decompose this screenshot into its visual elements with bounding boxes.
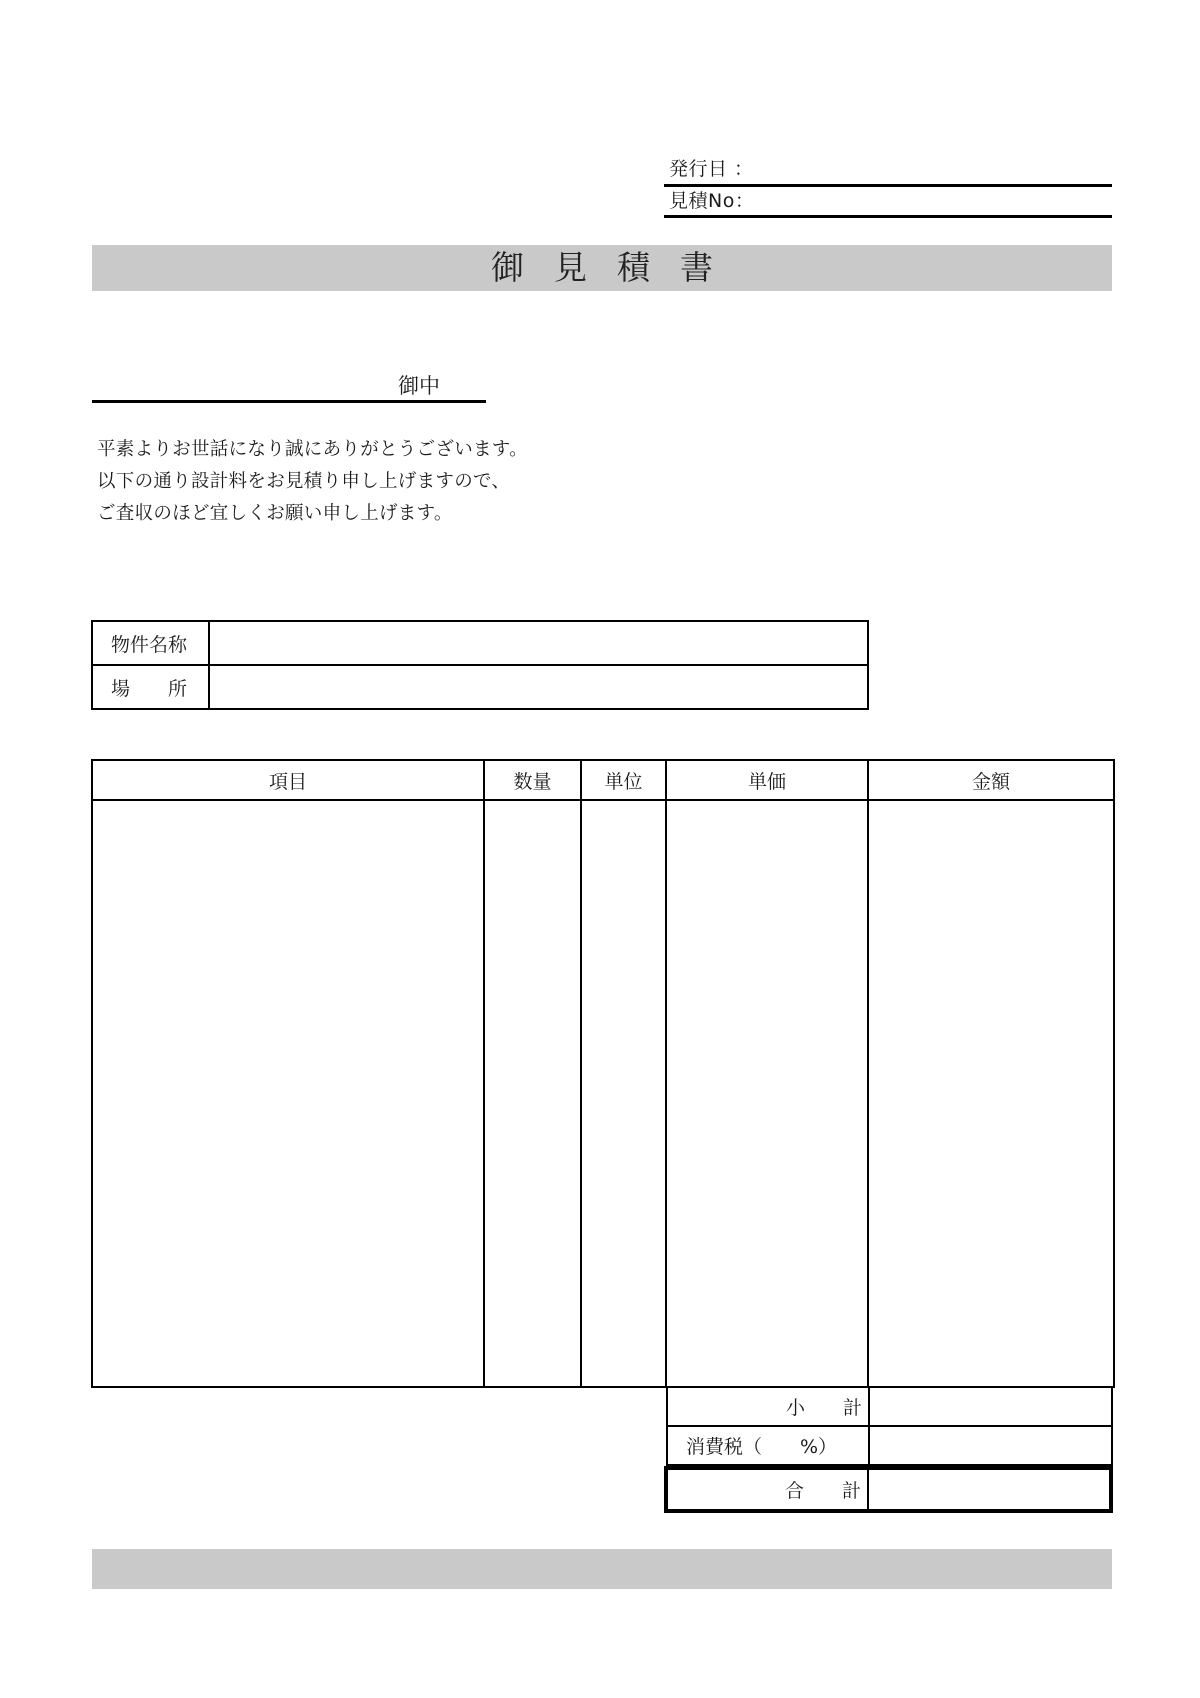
property-name-label: 物件名称 bbox=[92, 621, 209, 665]
column-header-item: 項目 bbox=[92, 760, 484, 800]
items-header-row bbox=[92, 760, 1114, 800]
subtotal-row bbox=[667, 1387, 1112, 1426]
grand-total-value[interactable] bbox=[868, 1470, 1109, 1509]
quote-number-label: 見積No： bbox=[669, 190, 755, 212]
grand-total-label: 合 計 bbox=[668, 1470, 868, 1509]
column-header-unit: 単位 bbox=[581, 760, 666, 800]
location-label: 場 所 bbox=[92, 665, 209, 709]
issue-date-underline bbox=[664, 184, 1112, 187]
title-band bbox=[92, 245, 1112, 291]
unit-cell[interactable] bbox=[581, 800, 666, 1387]
property-name-value[interactable] bbox=[209, 621, 868, 665]
column-header-quantity: 数量 bbox=[484, 760, 581, 800]
document-title: 御見積書 bbox=[491, 248, 743, 287]
quote-number-underline bbox=[664, 215, 1112, 218]
property-info-table bbox=[91, 620, 869, 710]
tax-value[interactable] bbox=[869, 1426, 1112, 1465]
location-value[interactable] bbox=[209, 665, 868, 709]
items-table bbox=[91, 759, 1115, 1388]
item-cell[interactable] bbox=[92, 800, 484, 1387]
location-row bbox=[92, 665, 868, 709]
column-header-unit-price: 単価 bbox=[666, 760, 868, 800]
column-header-amount: 金額 bbox=[868, 760, 1114, 800]
intro-message bbox=[97, 434, 528, 530]
subtotal-value[interactable] bbox=[869, 1387, 1112, 1426]
addressee-suffix: 御中 bbox=[398, 374, 440, 398]
intro-line: 以下の通り設計料をお見積り申し上げますので、 bbox=[97, 471, 511, 492]
totals-table bbox=[666, 1386, 1113, 1466]
subtotal-label: 小 計 bbox=[667, 1387, 869, 1426]
footer-band bbox=[92, 1549, 1112, 1589]
issue-date-label: 発行日 ： bbox=[669, 158, 754, 180]
intro-line: 平素よりお世話になり誠にありがとうございます。 bbox=[97, 439, 528, 460]
grand-total-box bbox=[664, 1466, 1113, 1513]
unit-price-cell[interactable] bbox=[666, 800, 868, 1387]
tax-row bbox=[667, 1426, 1112, 1465]
intro-line: ご査収のほど宜しくお願い申し上げます。 bbox=[97, 503, 453, 524]
tax-label: 消費税（ %） bbox=[667, 1426, 869, 1465]
addressee-underline bbox=[92, 400, 486, 403]
items-body-row bbox=[92, 800, 1114, 1387]
amount-cell[interactable] bbox=[868, 800, 1114, 1387]
grand-total-table bbox=[668, 1470, 1109, 1509]
quantity-cell[interactable] bbox=[484, 800, 581, 1387]
property-name-row bbox=[92, 621, 868, 665]
grand-total-row bbox=[668, 1470, 1109, 1509]
